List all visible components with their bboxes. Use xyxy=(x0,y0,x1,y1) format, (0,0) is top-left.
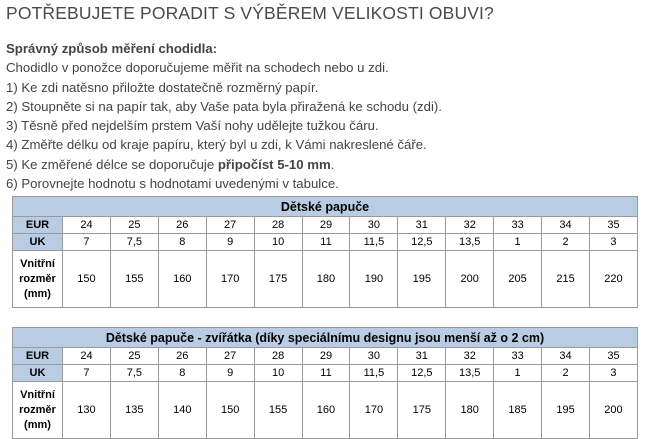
cell-inner-length: 175 xyxy=(254,251,302,308)
table-caption: Dětské papuče - zvířátka (díky speciálnímu designu jsou menší až o 2 cm) xyxy=(13,328,638,348)
table-row-inner-length xyxy=(13,382,638,439)
cell-eur-size: 34 xyxy=(542,348,590,365)
cell-uk-size: 3 xyxy=(589,234,637,251)
instruction-step-5-end: . xyxy=(330,156,335,172)
cell-inner-length: 205 xyxy=(494,251,542,308)
cell-eur-size: 30 xyxy=(350,217,398,234)
cell-eur-size: 30 xyxy=(350,348,398,365)
row-label-line: Vnitřní xyxy=(20,388,55,401)
cell-eur-size: 27 xyxy=(206,217,254,234)
row-label-line: rozměr xyxy=(19,272,56,285)
cell-eur-size: 26 xyxy=(158,217,206,234)
cell-eur-size: 35 xyxy=(589,217,637,234)
row-label-inner-length xyxy=(13,251,63,308)
cell-inner-length: 200 xyxy=(446,251,494,308)
cell-uk-size: 11,5 xyxy=(350,234,398,251)
row-label-eur: EUR xyxy=(13,217,63,234)
cell-eur-size: 24 xyxy=(63,217,111,234)
cell-uk-size: 13,5 xyxy=(446,365,494,382)
cell-eur-size: 32 xyxy=(446,217,494,234)
row-label-inner-length xyxy=(13,382,63,439)
cell-inner-length: 195 xyxy=(398,251,446,308)
cell-inner-length: 170 xyxy=(350,382,398,439)
table-caption-row xyxy=(13,197,638,217)
instruction-step-5 xyxy=(6,155,656,174)
row-label-uk: UK xyxy=(13,234,63,251)
size-table-animal-slippers xyxy=(12,327,638,439)
cell-uk-size: 8 xyxy=(158,365,206,382)
cell-uk-size: 12,5 xyxy=(398,365,446,382)
cell-eur-size: 29 xyxy=(302,217,350,234)
cell-uk-size: 2 xyxy=(542,365,590,382)
cell-eur-size: 26 xyxy=(158,348,206,365)
cell-uk-size: 2 xyxy=(542,234,590,251)
cell-eur-size: 27 xyxy=(206,348,254,365)
cell-inner-length: 220 xyxy=(589,251,637,308)
cell-uk-size: 7,5 xyxy=(110,234,158,251)
instruction-intro: Chodidlo v ponožce doporučujeme měřit na schodech nebo u zdi. xyxy=(6,60,389,76)
cell-uk-size: 10 xyxy=(254,365,302,382)
size-table-kids-slippers xyxy=(12,196,638,308)
table-row-eur xyxy=(13,217,638,234)
row-label-line: (mm) xyxy=(24,287,51,300)
cell-inner-length: 180 xyxy=(302,251,350,308)
instructions-heading: Správný způsob měření chodidla: xyxy=(6,41,218,56)
cell-inner-length: 175 xyxy=(398,382,446,439)
cell-inner-length: 135 xyxy=(110,382,158,439)
table-row-eur xyxy=(13,348,638,365)
cell-inner-length: 215 xyxy=(542,251,590,308)
cell-uk-size: 9 xyxy=(206,234,254,251)
cell-eur-size: 32 xyxy=(446,348,494,365)
table-caption: Dětské papuče xyxy=(13,197,638,217)
instruction-step-5-bold: připočíst 5-10 mm xyxy=(217,156,331,172)
cell-uk-size: 11 xyxy=(302,365,350,382)
table-caption-row xyxy=(13,328,638,348)
cell-uk-size: 9 xyxy=(206,365,254,382)
instruction-step-3: 3) Těsně před nejdelším prstem Vaší nohy udělejte tužkou čáru. xyxy=(6,118,379,134)
cell-uk-size: 13,5 xyxy=(446,234,494,251)
cell-uk-size: 11 xyxy=(302,234,350,251)
cell-uk-size: 8 xyxy=(158,234,206,251)
instruction-step-2: 2) Stoupněte si na papír tak, aby Vaše pata byla přiražená ke schodu (zdi). xyxy=(6,98,442,114)
cell-eur-size: 31 xyxy=(398,348,446,365)
cell-inner-length: 140 xyxy=(158,382,206,439)
cell-uk-size: 3 xyxy=(589,365,637,382)
cell-inner-length: 150 xyxy=(63,251,111,308)
cell-uk-size: 1 xyxy=(494,234,542,251)
cell-eur-size: 34 xyxy=(542,217,590,234)
cell-inner-length: 130 xyxy=(63,382,111,439)
cell-uk-size: 11,5 xyxy=(350,365,398,382)
cell-eur-size: 33 xyxy=(494,217,542,234)
cell-uk-size: 7 xyxy=(63,365,111,382)
row-label-eur: EUR xyxy=(13,348,63,365)
cell-uk-size: 7,5 xyxy=(110,365,158,382)
cell-eur-size: 33 xyxy=(494,348,542,365)
cell-inner-length: 160 xyxy=(158,251,206,308)
measuring-instructions xyxy=(6,39,656,193)
cell-inner-length: 180 xyxy=(446,382,494,439)
cell-inner-length: 155 xyxy=(254,382,302,439)
cell-uk-size: 7 xyxy=(63,234,111,251)
row-label-line: (mm) xyxy=(24,418,51,431)
row-label-uk: UK xyxy=(13,365,63,382)
table-row-uk xyxy=(13,234,638,251)
cell-eur-size: 31 xyxy=(398,217,446,234)
instruction-step-6: 6) Porovnejte hodnotu s hodnotami uvedenými v tabulce. xyxy=(6,176,339,192)
cell-inner-length: 185 xyxy=(494,382,542,439)
cell-eur-size: 24 xyxy=(63,348,111,365)
cell-inner-length: 155 xyxy=(110,251,158,308)
cell-inner-length: 170 xyxy=(206,251,254,308)
cell-eur-size: 25 xyxy=(110,217,158,234)
row-label-line: Vnitřní xyxy=(20,257,55,270)
cell-uk-size: 1 xyxy=(494,365,542,382)
page-title: POTŘEBUJETE PORADIT S VÝBĚREM VELIKOSTI OBUVI? xyxy=(6,3,494,23)
cell-eur-size: 28 xyxy=(254,348,302,365)
cell-inner-length: 160 xyxy=(302,382,350,439)
cell-eur-size: 35 xyxy=(589,348,637,365)
instruction-step-5-text: 5) Ke změřené délce se doporučuje xyxy=(6,156,218,172)
cell-eur-size: 29 xyxy=(302,348,350,365)
cell-uk-size: 10 xyxy=(254,234,302,251)
cell-inner-length: 200 xyxy=(589,382,637,439)
instruction-step-1: 1) Ke zdi natěsno přiložte dostatečně rozměrný papír. xyxy=(6,79,319,95)
table-row-uk xyxy=(13,365,638,382)
cell-eur-size: 25 xyxy=(110,348,158,365)
cell-inner-length: 195 xyxy=(542,382,590,439)
instruction-step-4: 4) Změřte délku od kraje papíru, který byl u zdi, k Vámi nakreslené čáře. xyxy=(6,137,427,153)
table-row-inner-length xyxy=(13,251,638,308)
cell-uk-size: 12,5 xyxy=(398,234,446,251)
cell-eur-size: 28 xyxy=(254,217,302,234)
cell-inner-length: 190 xyxy=(350,251,398,308)
row-label-line: rozměr xyxy=(19,403,56,416)
cell-inner-length: 150 xyxy=(206,382,254,439)
